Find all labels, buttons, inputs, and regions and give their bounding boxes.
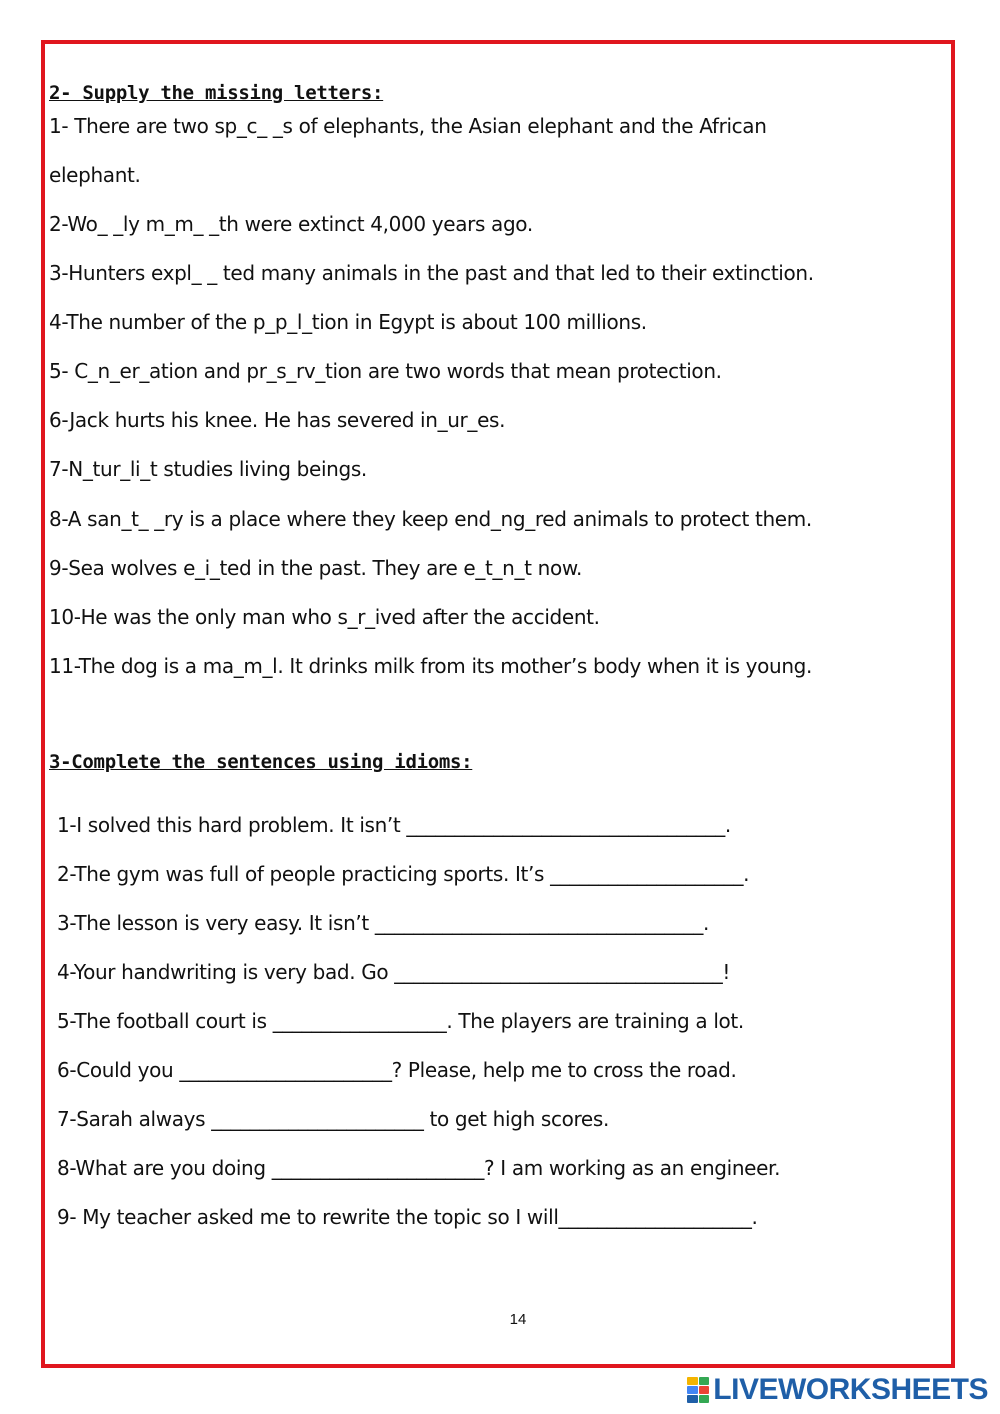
- missing-letters-line-4: 4-The number of the p_p_l_tion in Egypt is about 100 millions.: [49, 310, 647, 334]
- section-2-heading: 2- Supply the missing letters:: [49, 82, 384, 104]
- idiom-line-7: 7-Sarah always ______________________ to get high scores.: [57, 1107, 609, 1131]
- idiom-line-8: 8-What are you doing ______________________? I am working as an engineer.: [57, 1156, 781, 1180]
- liveworksheets-logo-icon: [687, 1377, 709, 1403]
- missing-letters-line-11: 11-The dog is a ma_m_l. It drinks milk from its mother’s body when it is young.: [49, 654, 813, 678]
- idiom-line-4: 4-Your handwriting is very bad. Go __________________________________!: [57, 960, 731, 984]
- missing-letters-line-1-cont: elephant.: [49, 163, 141, 187]
- idiom-line-3: 3-The lesson is very easy. It isn’t __________________________________.: [57, 911, 710, 935]
- missing-letters-line-8: 8-A san_t_ _ry is a place where they keep end_ng_red animals to protect them.: [49, 507, 812, 531]
- idiom-line-1: 1-I solved this hard problem. It isn’t _________________________________.: [57, 813, 731, 837]
- page-number: 14: [509, 1311, 527, 1328]
- missing-letters-line-9: 9-Sea wolves e_i_ted in the past. They are e_t_n_t now.: [49, 556, 583, 580]
- missing-letters-line-5: 5- C_n_er_ation and pr_s_rv_tion are two words that mean protection.: [49, 359, 722, 383]
- idiom-line-5: 5-The football court is __________________. The players are training a lot.: [57, 1009, 744, 1033]
- missing-letters-line-10: 10-He was the only man who s_r_ived after the accident.: [49, 605, 600, 629]
- section-3-heading: 3-Complete the sentences using idioms:: [49, 751, 473, 773]
- missing-letters-line-6: 6-Jack hurts his knee. He has severed in_ur_es.: [49, 408, 506, 432]
- missing-letters-line-7: 7-N_tur_li_t studies living beings.: [49, 457, 367, 481]
- missing-letters-line-1: 1- There are two sp_c_ _s of elephants, the Asian elephant and the African: [49, 114, 767, 138]
- idiom-line-6: 6-Could you ______________________? Please, help me to cross the road.: [57, 1058, 737, 1082]
- liveworksheets-logo: [687, 1373, 988, 1407]
- idiom-line-2: 2-The gym was full of people practicing sports. It’s ____________________.: [57, 862, 750, 886]
- missing-letters-line-3: 3-Hunters expl_ _ ted many animals in the past and that led to their extinction.: [49, 261, 814, 285]
- idiom-line-9: 9- My teacher asked me to rewrite the topic so I will____________________.: [57, 1205, 758, 1229]
- liveworksheets-logo-text: LIVEWORKSHEETS: [713, 1373, 988, 1406]
- missing-letters-line-2: 2-Wo_ _ly m_m_ _th were extinct 4,000 years ago.: [49, 212, 533, 236]
